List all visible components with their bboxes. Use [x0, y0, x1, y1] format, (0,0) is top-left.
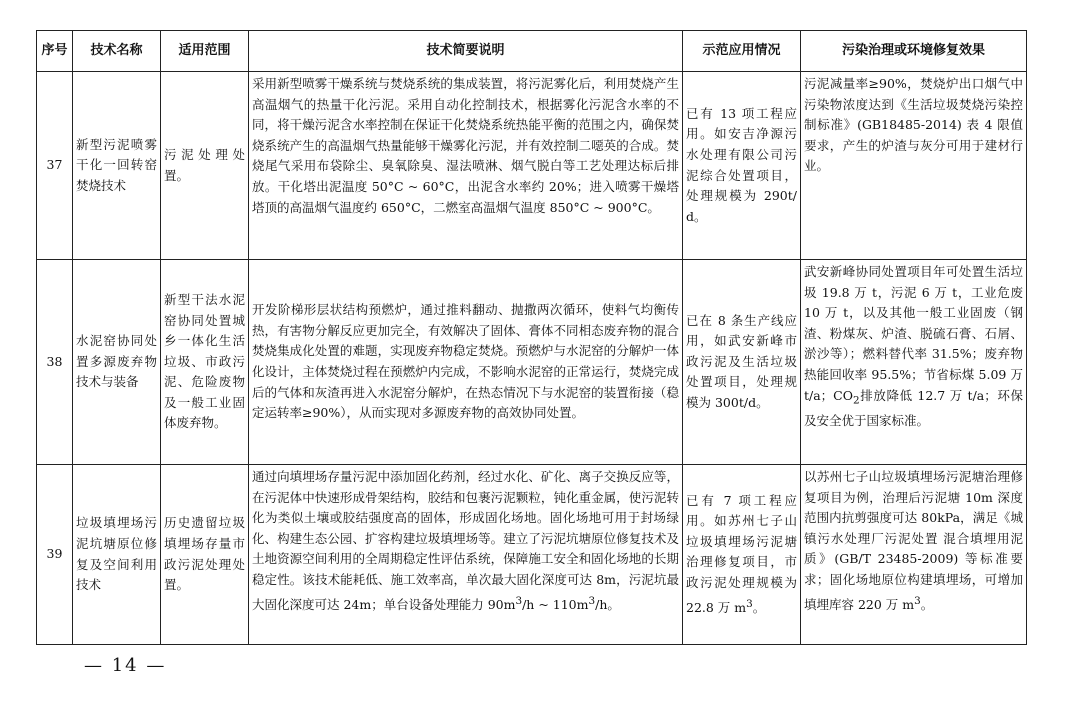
header-index: 序号	[37, 31, 73, 72]
header-tech-name: 技术名称	[73, 31, 161, 72]
effect	[801, 260, 1027, 465]
row-index: 38	[37, 260, 73, 465]
scope: 污泥处理处置。	[161, 72, 249, 260]
demo-application: 已在 8 条生产线应用，如武安新峰市政污泥及生活垃圾处置项目，处理规模为 300t/d。	[683, 260, 801, 465]
demo-superscript: 3	[746, 597, 753, 610]
effect-text-tail: 排放降低 12.7 万 t/a；环保及安全优于国家标准。	[804, 387, 1023, 428]
header-description: 技术简要说明	[249, 31, 683, 72]
technology-table	[36, 30, 1027, 645]
effect: 污泥减量率≥90%，焚烧炉出口烟气中污染物浓度达到《生活垃圾焚烧污染控制标准》(GB18485-2014) 表 4 限值要求，产生的炉渣与灰分可用于建材行业。	[801, 72, 1027, 260]
table-header-row	[37, 31, 1027, 72]
page-number: — 14 —	[84, 655, 167, 676]
effect-subscript: 2	[853, 394, 860, 407]
effect	[801, 465, 1027, 645]
description-text-tail: /h。	[595, 596, 620, 612]
row-index: 37	[37, 72, 73, 260]
description-superscript: 3	[515, 594, 523, 607]
demo-text-tail: 。	[752, 599, 766, 615]
tech-name: 水泥窑协同处置多源废弃物技术与装备	[73, 260, 161, 465]
effect-text: 以苏州七子山垃圾填埋场污泥塘治理修复项目为例，治理后污泥塘 10m 深度范围内抗剪强度可达 80kPa，满足《城镇污水处理厂污泥处置 混合填埋用泥质》(GB/T 23485-2009) 等标准要求；固化场地原位构建填埋场，可增加填埋库容 220 万 m	[804, 469, 1023, 612]
description	[249, 465, 683, 645]
header-demo-application: 示范应用情况	[683, 31, 801, 72]
description-text: 通过向填埋场存量污泥中添加固化药剂，经过水化、矿化、离子交换反应等，在污泥体中快速形成骨架结构，胶结和包裹污泥颗粒，钝化重金属，使污泥转化为类似土壤或胶结强度高的固体，形成固化场地。固化场地可用于封场绿化、构建生态公园、扩容构建垃圾填埋场等。建立了污泥坑塘原位修复技术及土地资源空间利用的全周期稳定性评估系统，保障施工安全和固化场地的长期稳定性。该技术能耗低、施工效率高，单次最大固化深度可达 8m，污泥坑最大固化深度可达 24m；单台设备处理能力 90m	[252, 469, 679, 612]
effect-text-tail: 。	[920, 596, 934, 612]
header-scope: 适用范围	[161, 31, 249, 72]
row-index: 39	[37, 465, 73, 645]
table-row	[37, 72, 1027, 260]
tech-name: 新型污泥喷雾干化一回转窑焚烧技术	[73, 72, 161, 260]
description: 采用新型喷雾干燥系统与焚烧系统的集成装置，将污泥雾化后，利用焚烧产生高温烟气的热量干化污泥。采用自动化控制技术，根据雾化污泥含水率的不同，将干燥污泥含水率控制在保证干化焚烧系统热能平衡的范围之内，确保焚烧系统产生的高温烟气热量能够干燥雾化污泥，并有效控制二噁英的合成。焚烧尾气采用布袋除尘、臭氧除臭、湿法喷淋、烟气脱白等工艺处理达标后排放。干化塔出泥温度 50°C ~ 60°C，出泥含水率约 20%；进入喷雾干燥塔塔顶的高温烟气温度约 650°C，二燃室高温烟气温度 850°C ~ 900°C。	[249, 72, 683, 260]
tech-name: 垃圾填埋场污泥坑塘原位修复及空间利用技术	[73, 465, 161, 645]
table-row	[37, 260, 1027, 465]
scope: 新型干法水泥窑协同处置城乡一体化生活垃圾、市政污泥、危险废物及一般工业固体废弃物。	[161, 260, 249, 465]
effect-superscript: 3	[914, 594, 921, 607]
description-superscript: 3	[588, 594, 596, 607]
table-row	[37, 465, 1027, 645]
header-effect: 污染治理或环境修复效果	[801, 31, 1027, 72]
description-text-mid: /h ~ 110m	[522, 596, 589, 612]
effect-text: 武安新峰协同处置项目年可处置生活垃圾 19.8 万 t，污泥 6 万 t，工业危废 10 万 t，以及其他一般工业固废（钢渣、粉煤灰、炉渣、脱硫石膏、石屑、淤沙等）；燃料替代率 31.5%；废弃物热能回收率 95.5%；节省标煤 5.09 万 t/a；CO	[804, 264, 1023, 403]
description: 开发阶梯形层状结构预燃炉，通过推料翻动、抛撒两次循环，使料气均衡传热，有害物分解反应更加完全，有效解决了固体、膏体不同相态废弃物的混合焚烧集成化处置的难题，实现废弃物稳定焚烧。预燃炉与水泥窑的分解炉一体化设计，主体焚烧过程在预燃炉内完成，不影响水泥窑的正常运行，焚烧完成后的气体和灰渣再进入水泥窑分解炉，在热态情况下与水泥窑的装置衔接（稳定运转率≥90%），从而实现对多源废弃物的高效协同处置。	[249, 260, 683, 465]
demo-application	[683, 465, 801, 645]
demo-application: 已有 13 项工程应用。如安吉净源污水处理有限公司污泥综合处置项目，处理规模为 290t/d。	[683, 72, 801, 260]
demo-text: 已有 7 项工程应用。如苏州七子山垃圾填埋场污泥塘治理修复项目，市政污泥处理规模为 22.8 万 m	[686, 492, 797, 615]
scope: 历史遗留垃圾填埋场存量市政污泥处理处置。	[161, 465, 249, 645]
